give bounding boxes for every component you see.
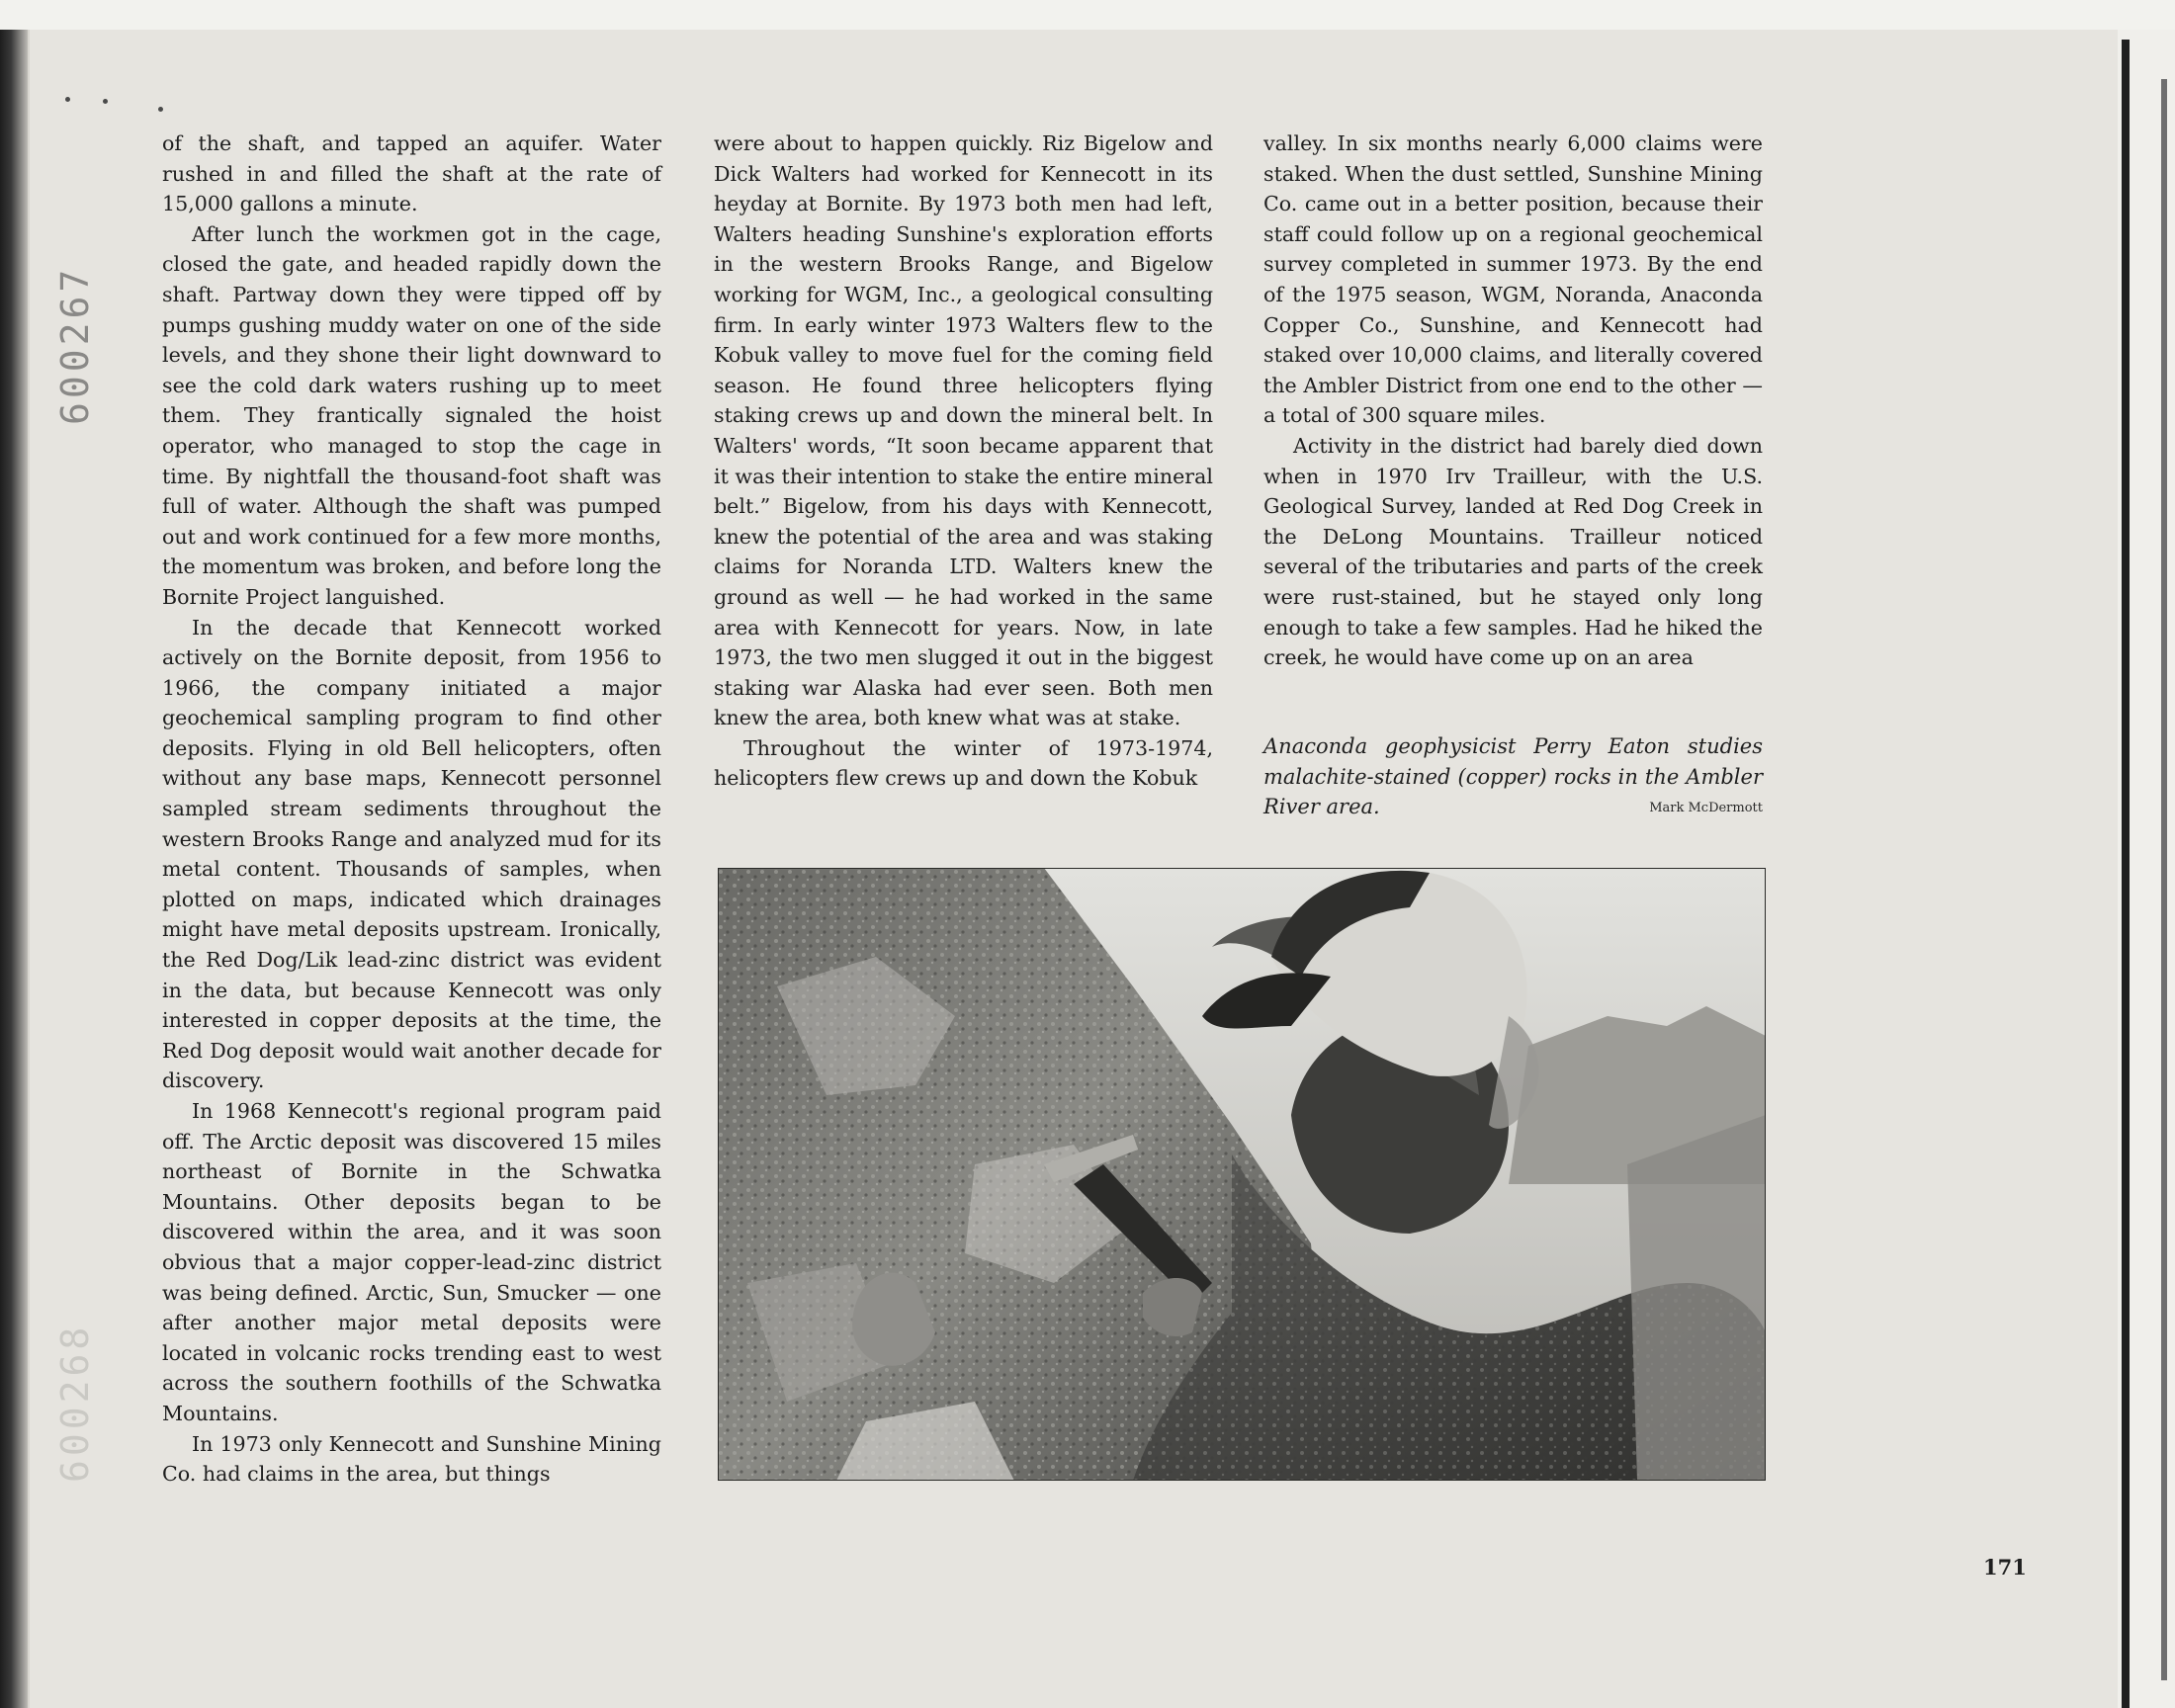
speck — [65, 97, 70, 102]
paragraph: were about to happen quickly. Riz Bigelow and Dick Walters had worked for Kennecott in its heyday at Bornite. By 1973 both men had left, Walters heading Sunshine's exploration efforts in the western Brooks Range, and Bigelow working for WGM, Inc., a geological consulting firm. In early winter 1973 Walters flew to the Kobuk valley to move fuel for the coming field season. He found three helicopters flying staking crews up and down the mineral belt. In Walters' words, “It soon became apparent that it was their intention to stake the entire mineral belt.” Bigelow, from his days with Kennecott, knew the potential of the area and was staking claims for Noranda LTD. Walters knew the ground as well — he had worked in the same area with Kennecott for years. Now, in late 1973, the two men slugged it out in the biggest staking war Alaska had ever seen. Both men knew the area, both knew what was at stake. — [714, 131, 1213, 730]
binding-shadow — [0, 30, 28, 1708]
column-1 — [162, 128, 661, 1490]
paragraph: In 1968 Kennecott's regional program paid off. The Arctic deposit was discovered 15 miles northeast of Bornite in the Schwatka Mountains. Other deposits began to be discovered within the area, and it was soon obvious that a major copper-lead-zinc district was being defined. Arctic, Sun, Smucker — one after another major metal deposits were located in volcanic rocks trending east to west across the southern foothills of the Schwatka Mountains. — [162, 1099, 661, 1425]
paragraph: In the decade that Kennecott worked actively on the Bornite deposit, from 1956 to 1966, the company initiated a major geochemical sampling program to find other deposits. Flying in old Bell helicopters, often without any base maps, Kennecott personnel sampled stream sediments throughout the western Brooks Range and analyzed mud for its metal content. Thousands of samples, when plotted on maps, indicated which drainages might have metal deposits upstream. Ironically, the Red Dog/Lik lead-zinc district was evident in the data, but because Kennecott was only interested in copper deposits at the time, the Red Dog deposit would wait another decade for discovery. — [162, 615, 661, 1093]
paragraph: valley. In six months nearly 6,000 claims were staked. When the dust settled, Sunshine Mining Co. came out in a better position, because their staff could follow up on a regional geochemical survey completed in summer 1973. By the end of the 1975 season, WGM, Noranda, Anaconda Copper Co., Sunshine, and Kennecott had staked over 10,000 claims, and literally covered the Ambler District from one end to the other — a total of 300 square miles. — [1263, 131, 1763, 428]
scan-edge-line — [2122, 40, 2130, 1708]
paragraph: In 1973 only Kennecott and Sunshine Mining Co. had claims in the area, but things — [162, 1431, 661, 1487]
paragraph: After lunch the workmen got in the cage, closed the gate, and headed rapidly down the shaft. Partway down they were tipped off by pumps gushing muddy water on one of the side levels, and they shone their light downward to see the cold dark waters rushing up to meet them. They frantically signaled the hoist operator, who managed to stop the cage in time. By nightfall the thousand-foot shaft was full of water. Although the shaft was pumped out and work continued for a few more months, the momentum was broken, and before long the Bornite Project languished. — [162, 221, 661, 609]
photo-credit: Mark McDermott — [1649, 801, 1763, 815]
paragraph: Activity in the district had barely died down when in 1970 Irv Trailleur, with the U.S. Geological Survey, landed at Red Dog Creek in the DeLong Mountains. Trailleur noticed several of the tributaries and parts of the creek were rust-stained, but he stayed only long enough to take a few samples. Had he hiked the creek, he would have come up on an area — [1263, 433, 1763, 670]
page-number: 171 — [1983, 1555, 2027, 1580]
scan-border — [0, 0, 2175, 30]
photo-caption: Anaconda geophysicist Perry Eaton studies malachite-stained (copper) rocks in the Ambler River area. — [1263, 734, 1763, 819]
speck — [103, 99, 108, 104]
column-2 — [714, 128, 1213, 794]
photo-geologist-on-rocks — [718, 868, 1766, 1481]
paragraph: of the shaft, and tapped an aquifer. Water rushed in and filled the shaft at the rate of 15,000 gallons a minute. — [162, 131, 661, 216]
photo-backpack — [1627, 1115, 1766, 1481]
paragraph: Throughout the winter of 1973-1974, helicopters flew crews up and down the Kobuk — [714, 735, 1213, 791]
column-3 — [1263, 128, 1763, 673]
bleed-through-stamp-faint: 600268 — [53, 1323, 97, 1483]
bleed-through-stamp: 600267 — [53, 265, 97, 425]
scan-edge-line-secondary — [2161, 79, 2167, 1680]
speck — [158, 107, 163, 112]
